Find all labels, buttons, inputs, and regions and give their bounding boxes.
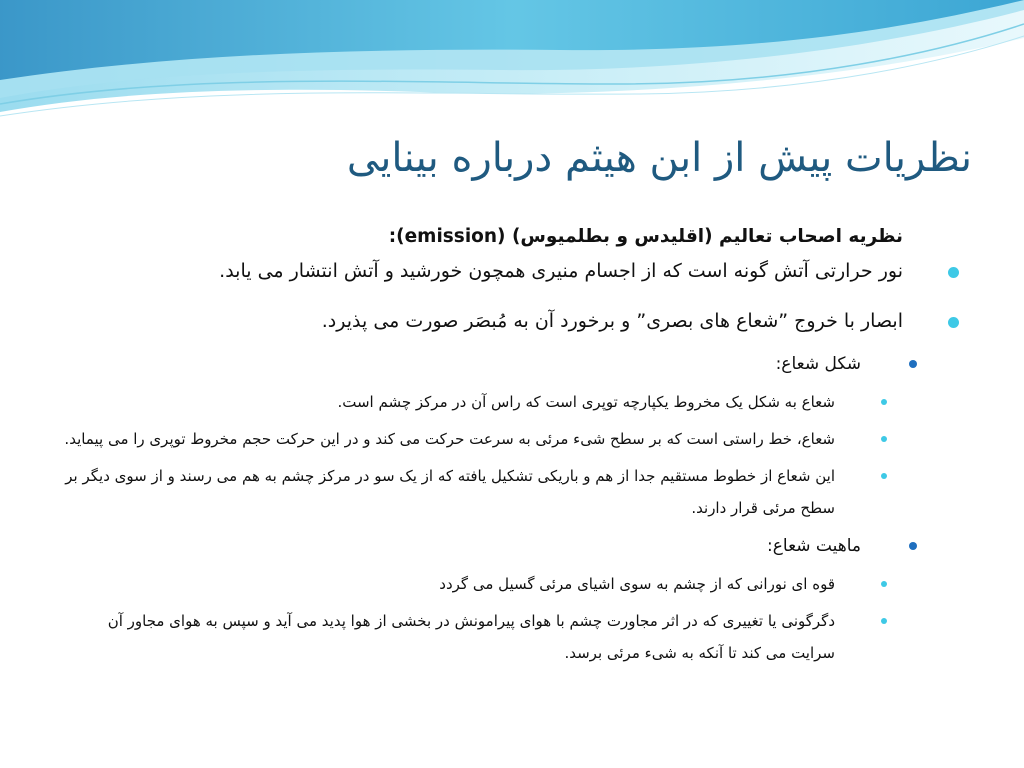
section-item — [60, 568, 965, 600]
slide-body — [60, 218, 965, 674]
section-item-text: این شعاع از خطوط مستقیم جدا از هم و باریکی تشکیل یافته که از یک سو در مرکز چشم به هم می رسند و از سوی دیگر بر سطح مرئی قرار دارند. — [65, 467, 835, 517]
main-point — [60, 306, 965, 336]
section-item-text: شعاع به شکل یک مخروط یکپارچه توپری است که راس آن در مرکز چشم است. — [337, 393, 835, 411]
section-item — [60, 423, 965, 455]
bullet-level3 — [881, 581, 887, 587]
main-point-text: نور حرارتی آتش گونه است که از اجسام منیری همچون خورشید و آتش انتشار می یابد. — [219, 260, 903, 282]
section-heading — [60, 532, 965, 560]
section-item-text: دگرگونی یا تغییری که در اثر مجاورت چشم با هوای پیرامونش در بخشی از هوا پدید می آید و سپس به هوای مجاور آن سرایت می کند تا آنکه به شیء مرئی برسد. — [107, 612, 835, 662]
bullet-level3 — [881, 473, 887, 479]
section-heading — [60, 350, 965, 378]
header-wave-decoration — [0, 0, 1024, 130]
section-item — [60, 386, 965, 418]
main-point-text: ابصار با خروج ”شعاع های بصری” و برخورد آن به مُبصَر صورت می پذیرد. — [321, 310, 903, 332]
bullet-level3 — [881, 399, 887, 405]
section-heading-text: شکل شعاع: — [775, 354, 861, 374]
section-item-text: قوه ای نورانی که از چشم به سوی اشیای مرئی گسیل می گردد — [439, 575, 835, 593]
section-heading-text: ماهیت شعاع: — [767, 536, 861, 556]
bullet-level3 — [881, 436, 887, 442]
bullet-level3 — [881, 618, 887, 624]
section-item-text: شعاع، خط راستی است که بر سطح شیء مرئی به سرعت حرکت می کند و در این حرکت حجم مخروط توپری را می پیماید. — [64, 430, 835, 448]
bullet-level1 — [948, 267, 959, 278]
bullet-level2 — [909, 542, 917, 550]
main-point — [60, 256, 965, 286]
section-item — [60, 460, 965, 524]
theory-subheading: نظریه اصحاب تعالیم (اقلیدس و بطلمیوس) (emission): — [388, 226, 903, 247]
bullet-level1 — [948, 317, 959, 328]
bullet-level2 — [909, 360, 917, 368]
slide-title: نظریات پیش از ابن هیثم درباره بینایی — [346, 135, 972, 181]
section-item — [60, 605, 965, 669]
